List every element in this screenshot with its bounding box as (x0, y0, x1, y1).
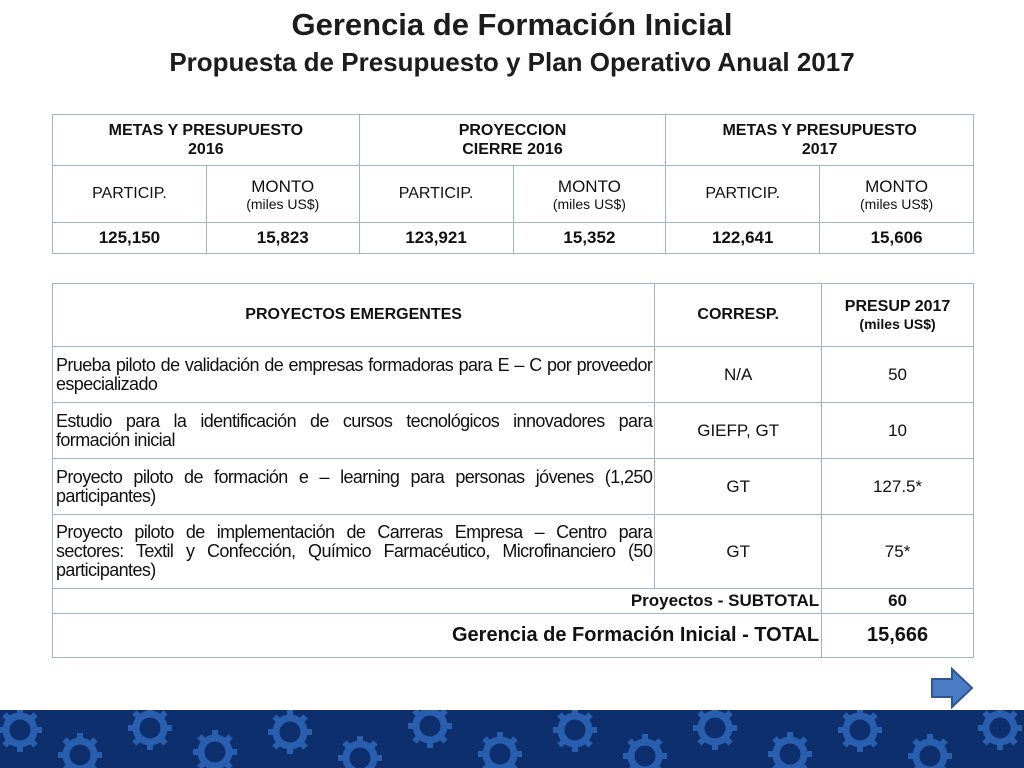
table-row (53, 515, 974, 589)
partic-header: PARTICIP. (666, 166, 820, 223)
presup-cell: 127.5* (822, 459, 974, 515)
table-row (53, 347, 974, 403)
table-subheader-row (53, 166, 974, 223)
table-row (53, 403, 974, 459)
presup-cell: 75* (822, 515, 974, 589)
footer-banner (0, 710, 1024, 768)
value-cell: 15,606 (820, 223, 974, 254)
corresp-header: CORRESP. (655, 284, 822, 347)
total-row (53, 614, 974, 658)
corresp-cell: GT (655, 459, 822, 515)
projects-header: PROYECTOS EMERGENTES (53, 284, 655, 347)
partic-header: PARTICIP. (359, 166, 513, 223)
next-arrow-icon[interactable] (930, 666, 974, 710)
project-description: Prueba piloto de validación de empresas formadoras para E – C por proveedor especializado (53, 347, 655, 403)
presup-header: PRESUP 2017 (miles US$) (822, 284, 974, 347)
corresp-cell: N/A (655, 347, 822, 403)
monto-header: MONTO (miles US$) (820, 166, 974, 223)
project-description: Proyecto piloto de formación e – learning para personas jóvenes (1,250 participantes) (53, 459, 655, 515)
value-cell: 125,150 (53, 223, 207, 254)
page-subtitle: Propuesta de Presupuesto y Plan Operativo Anual 2017 (169, 47, 855, 77)
subtotal-value: 60 (822, 589, 974, 614)
value-cell: 122,641 (666, 223, 820, 254)
table-row (53, 459, 974, 515)
value-cell: 15,823 (206, 223, 359, 254)
emerging-projects-table (52, 283, 974, 658)
subtotal-row (53, 589, 974, 614)
project-description: Estudio para la identificación de cursos tecnológicos innovadores para formación inicial (53, 403, 655, 459)
subtotal-label: Proyectos - SUBTOTAL (53, 589, 822, 614)
group-header-projection: PROYECCION CIERRE 2016 (359, 115, 666, 166)
value-cell: 15,352 (513, 223, 666, 254)
corresp-cell: GT (655, 515, 822, 589)
project-description: Proyecto piloto de implementación de Carreras Empresa – Centro para sectores: Textil y Confección, Químico Farmacéutico, Microfinanciero (50 participantes) (53, 515, 655, 589)
page-title: Gerencia de Formación Inicial (291, 7, 733, 42)
corresp-cell: GIEFP, GT (655, 403, 822, 459)
presup-cell: 50 (822, 347, 974, 403)
table-header-row (53, 284, 974, 347)
partic-header: PARTICIP. (53, 166, 207, 223)
table-header-row (53, 115, 974, 166)
group-header-2016: METAS Y PRESUPUESTO 2016 (53, 115, 360, 166)
gear-pattern-icon (0, 710, 1024, 768)
monto-header: MONTO (miles US$) (513, 166, 666, 223)
table-row (53, 223, 974, 254)
total-label: Gerencia de Formación Inicial - TOTAL (53, 614, 822, 658)
value-cell: 123,921 (359, 223, 513, 254)
budget-summary-table (52, 114, 974, 254)
presup-cell: 10 (822, 403, 974, 459)
monto-header: MONTO (miles US$) (206, 166, 359, 223)
group-header-2017: METAS Y PRESUPUESTO 2017 (666, 115, 974, 166)
total-value: 15,666 (822, 614, 974, 658)
